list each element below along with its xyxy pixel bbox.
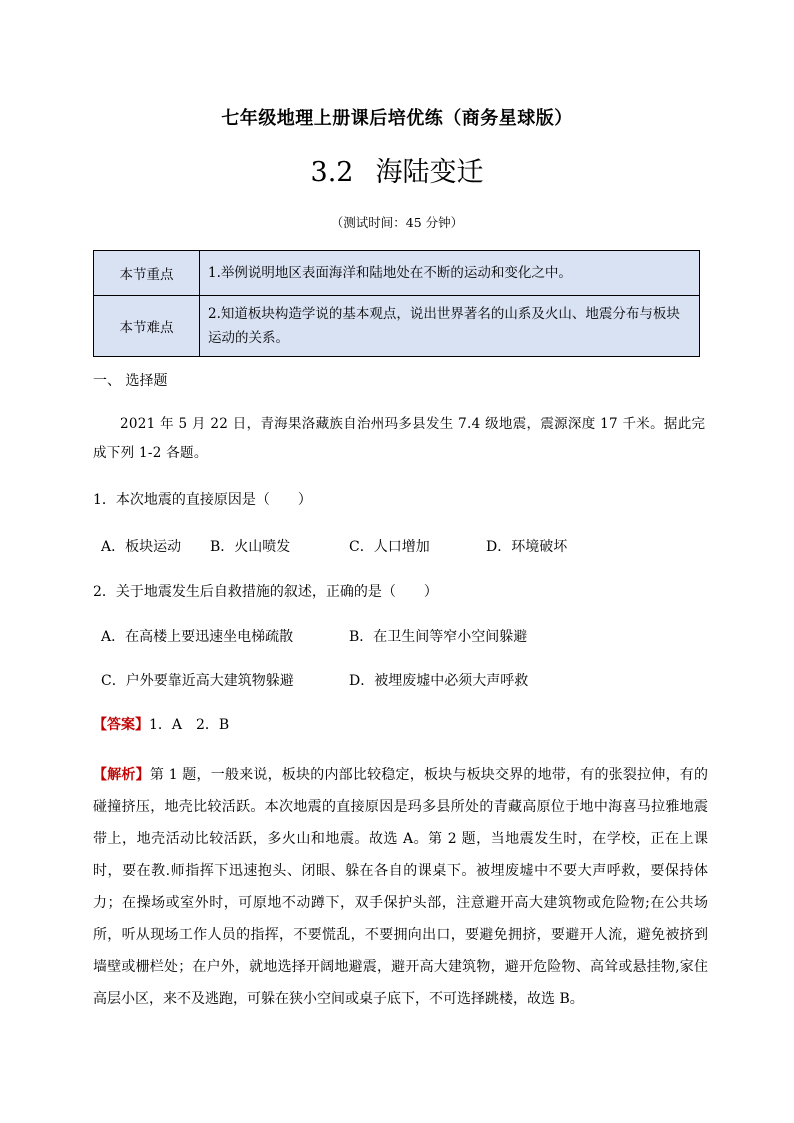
- question-2-option-d: D．被埋废墟中必须大声呼救: [349, 673, 529, 689]
- section-title: [0, 150, 794, 189]
- key-point-label: 本节重点: [94, 251, 200, 296]
- key-points-table: [93, 250, 700, 357]
- analysis-text: 第 1 题，一般来说，板块的内部比较稳定，板块与板块交界的地带，有的张裂拉伸，有的碰撞挤压，地壳比较活跃。本次地震的直接原因是玛多县所处的青藏高原位于地中海喜马拉雅地震带上，地壳活动比较活跃，多火山和地震。故选 A。第 2 题，当地震发生时，在学校，正在上课时，要在教.师指挥下迅速抱头、闭眼、躲在各自的课桌下。被埋废墟中不要大声呼救，要保持体力；在操场或室外时，可原地不动蹲下，双手保护头部，注意避开高大建筑物或危险物;在公共场所，听从现场工作人员的指挥，不要慌乱，不要拥向出口，要避免拥挤，要避开人流，避免被挤到墙壁或栅栏处；在户外，就地选择开阔地避震，避开高大建筑物，避开危险物、高耸或悬挂物,家住高层小区，来不及逃跑，可躲在狭小空间或桌子底下，不可选择跳楼，故选 B。: [93, 767, 708, 1007]
- key-point-content: 1.举例说明地区表面海洋和陆地处在不断的运动和变化之中。: [200, 251, 700, 296]
- answer-tag: 【答案】: [93, 717, 149, 733]
- table-row: [94, 296, 700, 357]
- difficulty-content: 2.知道板块构造学说的基本观点，说出世界著名的山系及火山、地震分布与板块运动的关系。: [200, 296, 700, 357]
- test-time: （测试时间：45 分钟）: [330, 215, 464, 230]
- document-title: 七年级地理上册课后培优练（商务星球版）: [221, 108, 573, 129]
- question-2-option-c: C．户外要靠近高大建筑物躲避: [101, 673, 294, 689]
- question-2-stem: 2．关于地震发生后自救措施的叙述，正确的是（ ）: [93, 584, 438, 600]
- analysis-paragraph: [93, 759, 708, 1015]
- analysis-tag: 【解析】: [93, 767, 150, 783]
- question-1-option-a: A．板块运动: [101, 539, 182, 555]
- question-2-option-a: A．在高楼上要迅速坐电梯疏散: [101, 629, 294, 645]
- answer-line: [93, 714, 229, 734]
- question-1-option-d: D．环境破坏: [486, 539, 568, 555]
- question-1-option-b: B．火山喷发: [210, 539, 291, 555]
- question-1-option-c: C．人口增加: [349, 539, 430, 555]
- question-1-stem: 1．本次地震的直接原因是（ ）: [93, 492, 312, 508]
- difficulty-label: 本节难点: [94, 296, 200, 357]
- section-number: 3.2: [310, 157, 354, 188]
- question-2-option-b: B．在卫生间等窄小空间躲避: [349, 629, 528, 645]
- part-heading: 一、 选择题: [93, 373, 168, 389]
- answer-text: 1．A 2．B: [149, 717, 230, 733]
- table-row: [94, 251, 700, 296]
- section-name: 海陆变迁: [375, 157, 484, 188]
- question-passage: 2021 年 5 月 22 日，青海果洛藏族自治州玛多县发生 7.4 级地震，震源深度 17 千米。据此完成下列 1-2 各题。: [93, 416, 706, 461]
